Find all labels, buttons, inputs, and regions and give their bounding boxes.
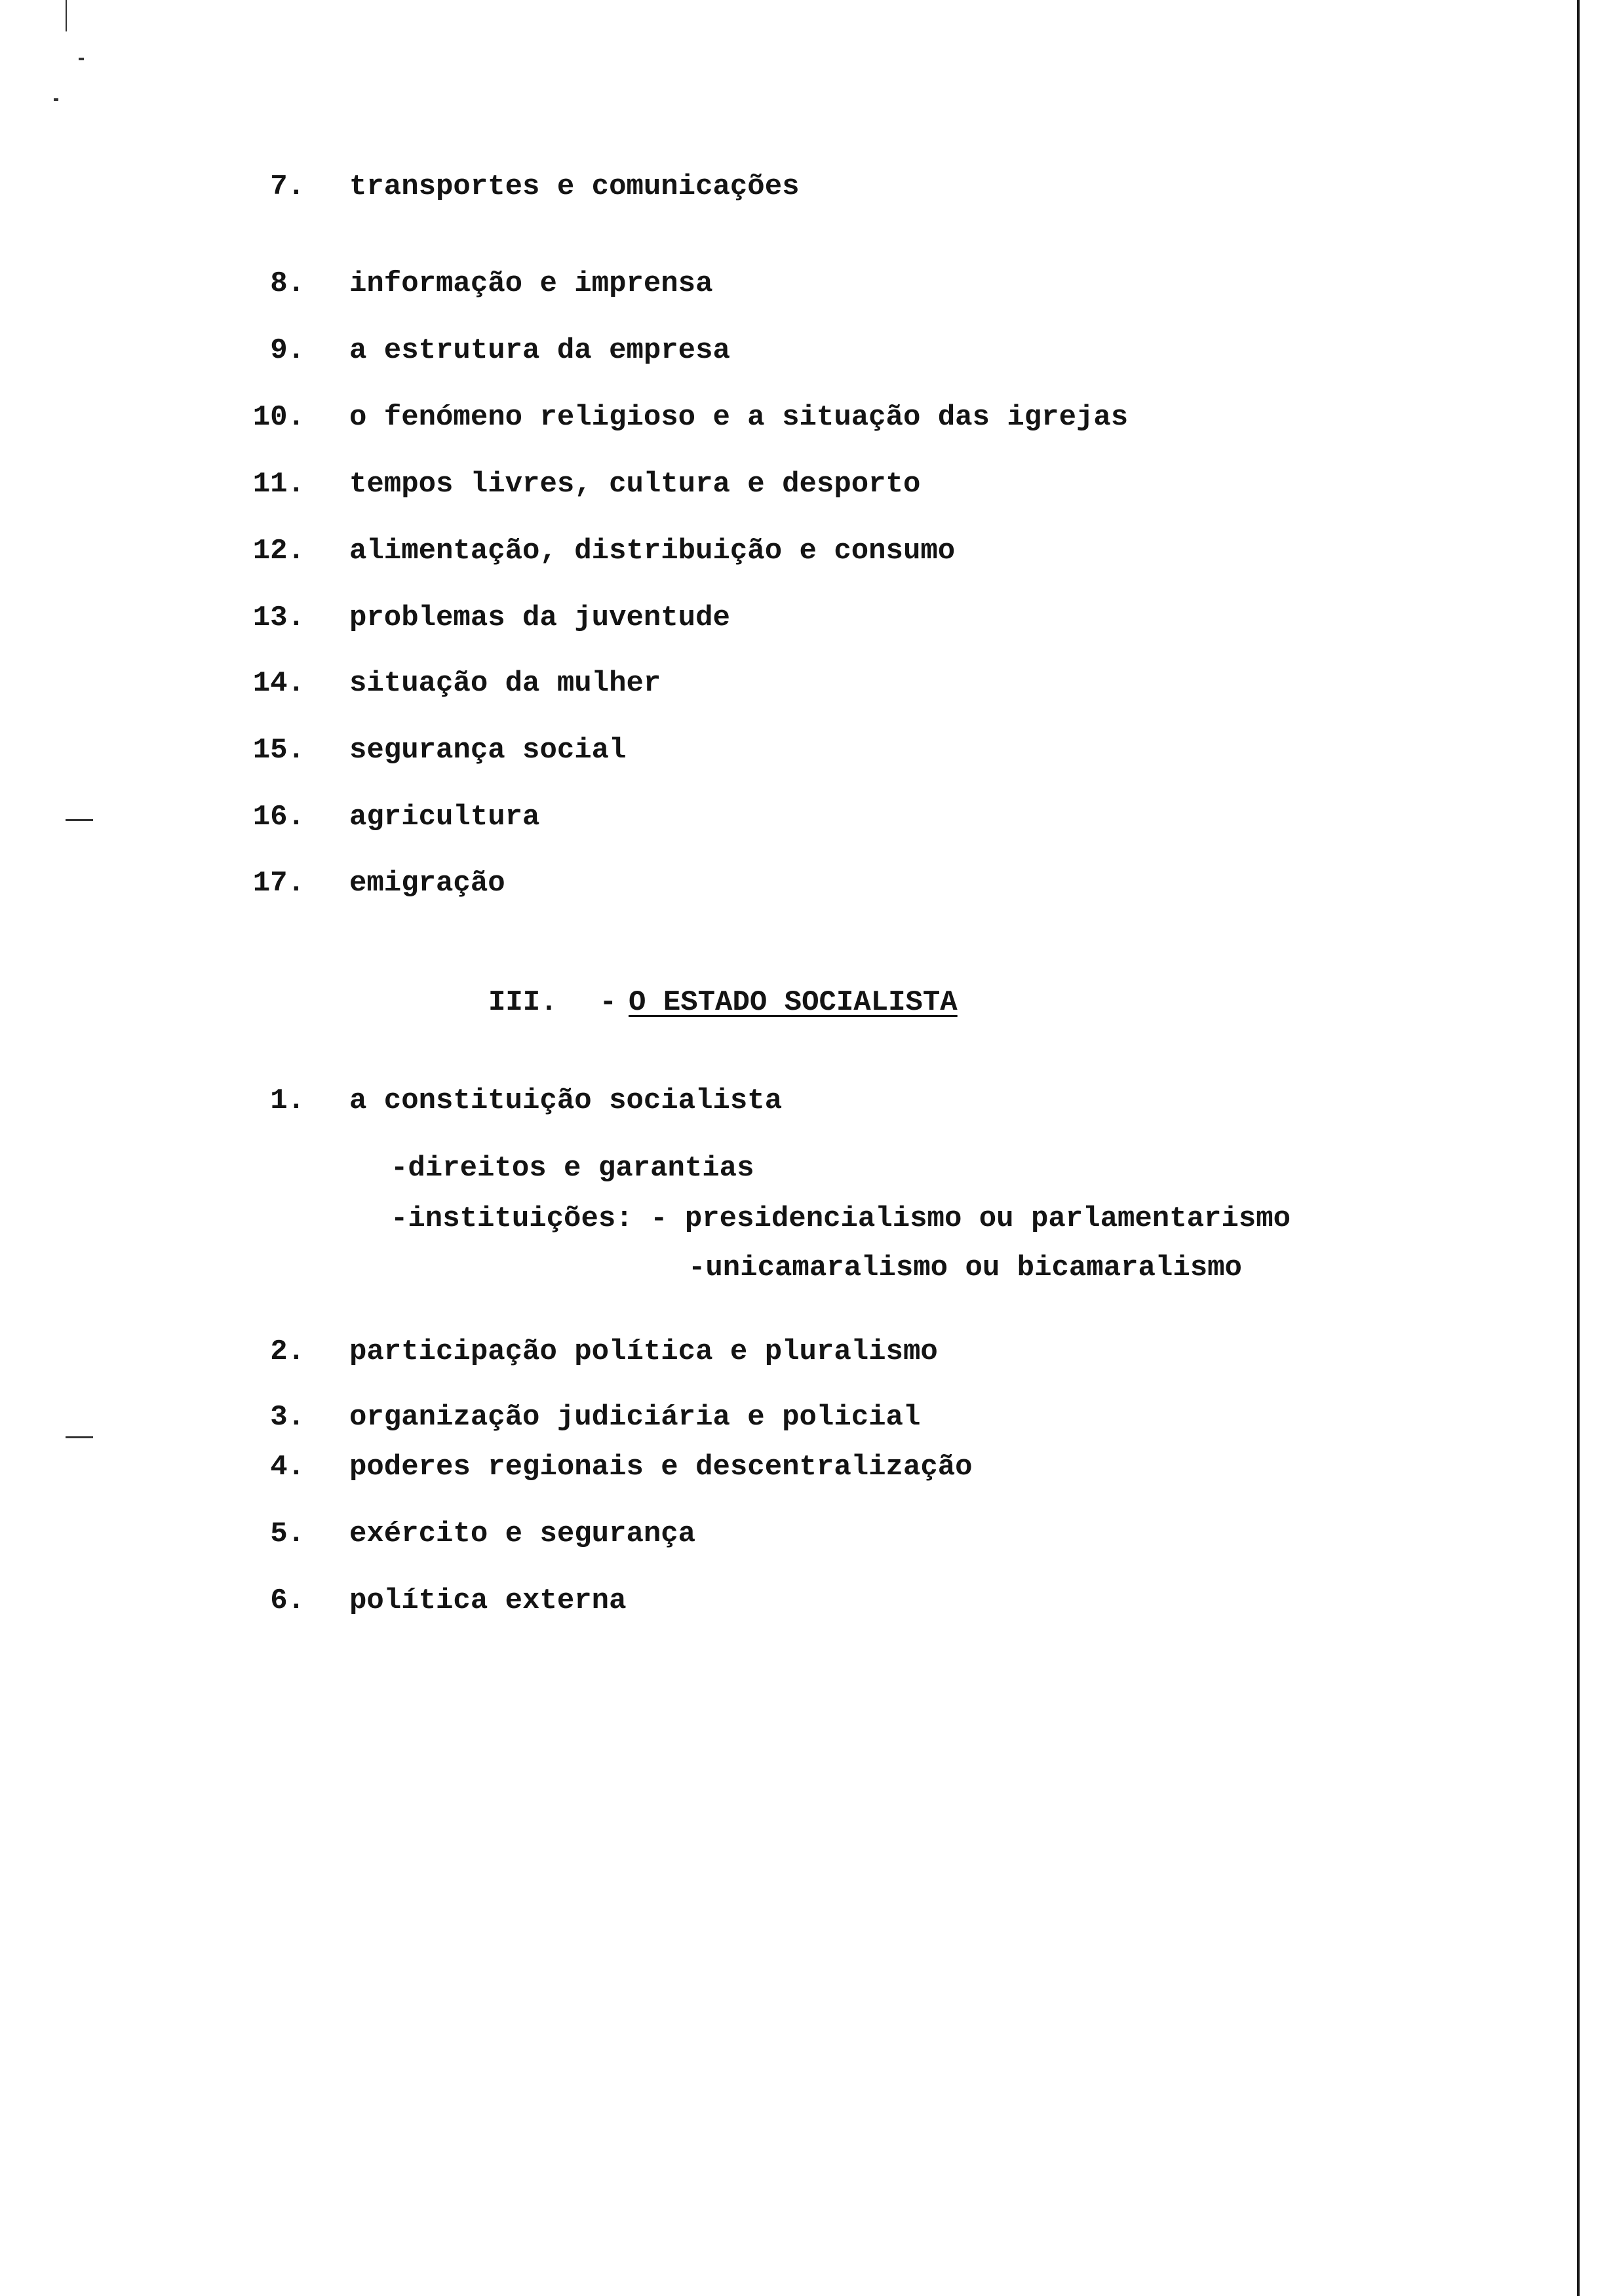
section-title: O ESTADO SOCIALISTA [629, 986, 958, 1019]
list-item [0, 1394, 1508, 1440]
scan-mark [79, 58, 84, 60]
sub-item-chambers: -unicamaralismo ou bicamaralismo [688, 1252, 1242, 1284]
item-number: 12. [252, 535, 305, 567]
list-item [0, 394, 1508, 440]
item-number: 2. [270, 1335, 305, 1368]
item-number: 8. [270, 267, 305, 300]
list-item [0, 1329, 1508, 1375]
item-text: segurança social [349, 734, 627, 767]
item-text: tempos livres, cultura e desporto [349, 468, 921, 501]
item-number: 1. [270, 1084, 305, 1117]
list-item [0, 1578, 1508, 1624]
item-text: emigração [349, 867, 505, 900]
item-text: exército e segurança [349, 1518, 696, 1550]
sub-item-institutions: -instituições: - presidencialismo ou parlamentarismo [391, 1202, 1291, 1235]
item-text: poderes regionais e descentralização [349, 1451, 973, 1483]
list-item [0, 328, 1508, 373]
list-item [0, 1078, 1508, 1124]
list-item [0, 461, 1508, 507]
list-item [0, 794, 1508, 840]
list-item [0, 261, 1508, 307]
item-number: 3. [270, 1401, 305, 1434]
sub-item-rights: -direitos e garantias [391, 1152, 754, 1185]
section-heading [488, 980, 958, 1025]
item-text: agricultura [349, 801, 540, 833]
item-text: transportes e comunicações [349, 170, 800, 203]
item-number: 11. [252, 468, 305, 501]
item-number: 14. [252, 667, 305, 700]
item-text: a constituição socialista [349, 1084, 783, 1117]
scan-mark [66, 0, 67, 31]
item-text: problemas da juventude [349, 602, 730, 634]
item-text: a estrutura da empresa [349, 334, 730, 367]
item-text: participação política e pluralismo [349, 1335, 938, 1368]
item-number: 5. [270, 1518, 305, 1550]
section-number: III. [488, 986, 558, 1019]
list-item [0, 595, 1508, 641]
item-number: 6. [270, 1584, 305, 1617]
item-text: alimentação, distribuição e consumo [349, 535, 956, 567]
item-number: 7. [270, 170, 305, 203]
page-edge-line [1577, 0, 1580, 2296]
item-number: 10. [252, 401, 305, 434]
list-item [0, 727, 1508, 773]
item-number: 15. [252, 734, 305, 767]
list-item [0, 660, 1508, 706]
item-number: 9. [270, 334, 305, 367]
list-item [0, 1511, 1508, 1557]
list-item [0, 164, 1508, 210]
item-number: 13. [252, 602, 305, 634]
scan-mark [54, 98, 58, 101]
list-item [0, 1444, 1508, 1490]
item-text: organização judiciária e policial [349, 1401, 921, 1434]
item-number: 4. [270, 1451, 305, 1483]
list-item [0, 528, 1508, 574]
item-number: 17. [252, 867, 305, 900]
item-text: situação da mulher [349, 667, 661, 700]
item-text: política externa [349, 1584, 627, 1617]
item-number: 16. [252, 801, 305, 833]
list-item [0, 860, 1508, 906]
section-dash: - [599, 986, 617, 1019]
item-text: informação e imprensa [349, 267, 713, 300]
item-text: o fenómeno religioso e a situação das igrejas [349, 401, 1129, 434]
